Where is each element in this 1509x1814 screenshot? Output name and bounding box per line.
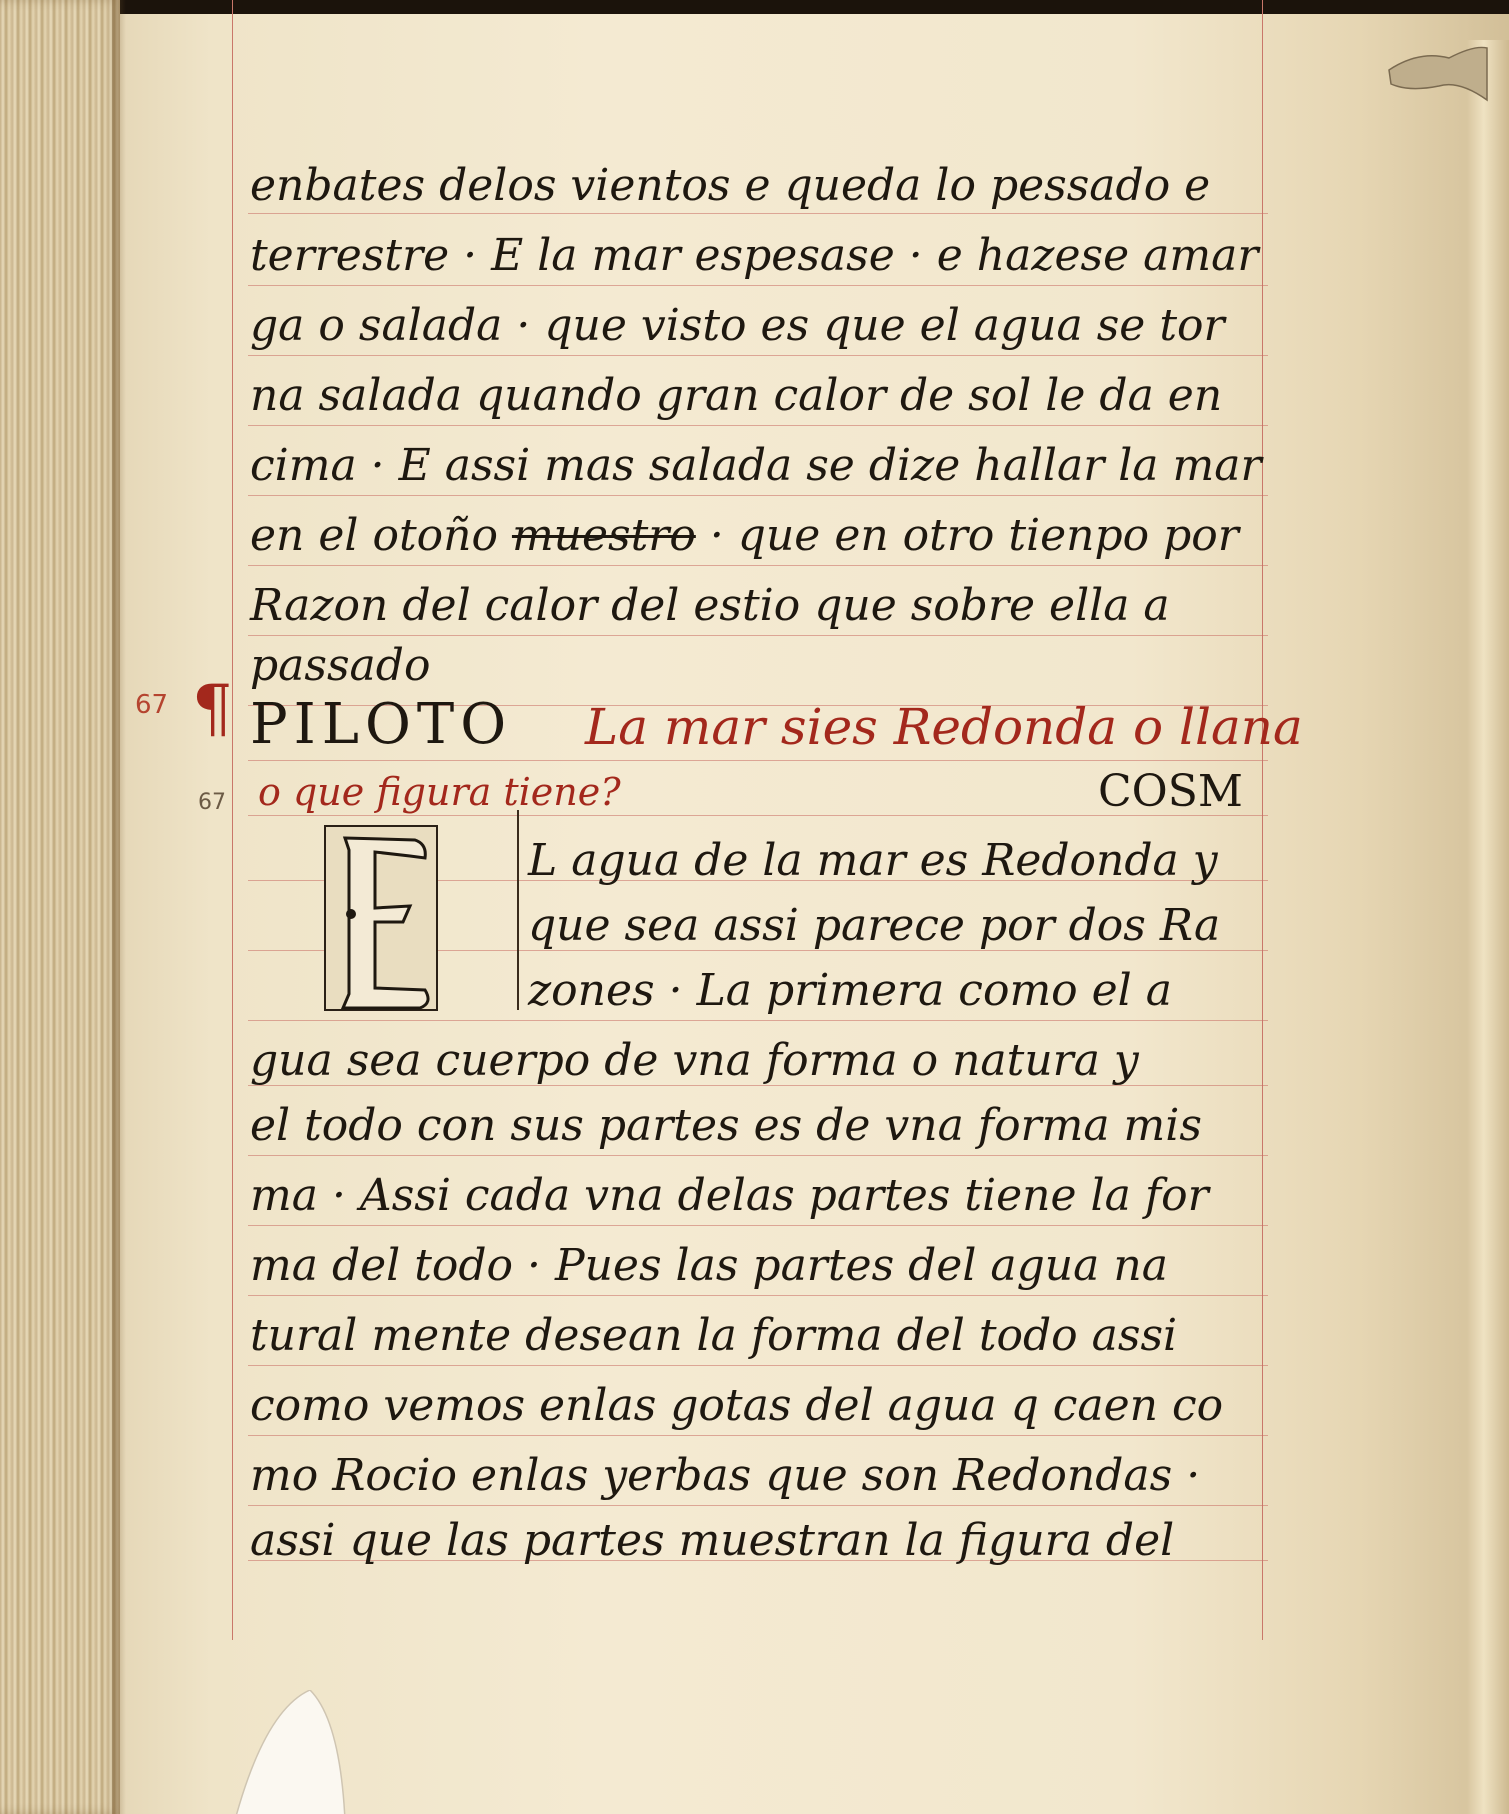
ruled-line	[248, 1435, 1268, 1436]
pilcrow-mark: ¶	[192, 672, 233, 746]
ruled-line	[248, 1155, 1268, 1156]
right-page-edge	[1467, 40, 1509, 1814]
ruled-line	[248, 425, 1268, 426]
text-line: tural mente desean la forma del todo assi	[250, 1310, 1178, 1361]
question-heading-continued: o que figura tiene?	[258, 770, 621, 814]
decorated-initial-e-icon	[315, 818, 445, 1018]
ruled-line	[248, 565, 1268, 566]
text-line: el todo con sus partes es de vna forma mis	[250, 1100, 1202, 1151]
page-top-shadow	[0, 0, 1509, 14]
text-line: Razon del calor del estio que sobre ella a	[250, 580, 1170, 631]
text-line: zones · La primera como el a	[528, 965, 1172, 1016]
ruled-line	[248, 1505, 1268, 1506]
initial-box-rule	[517, 810, 519, 1010]
ruled-line	[248, 760, 1268, 761]
text-line: ma del todo · Pues las partes del agua na	[250, 1240, 1168, 1291]
ruled-line	[248, 355, 1268, 356]
stacked-page-edges	[0, 0, 120, 1814]
binding-gutter	[112, 0, 126, 1814]
text-line: que sea assi parece por dos Ra	[528, 900, 1221, 951]
ruled-line	[248, 1020, 1268, 1021]
ruled-line	[248, 285, 1268, 286]
margin-number: 67	[135, 690, 169, 720]
text-line: ga o salada · que visto es que el agua se tor	[250, 300, 1225, 351]
right-margin-rule	[1262, 0, 1263, 1640]
text-line: cima · E assi mas salada se dize hallar la mar	[250, 440, 1262, 491]
text-line: na salada quando gran calor de sol le da en	[250, 370, 1223, 421]
text-line: gua sea cuerpo de vna forma o natura y	[250, 1035, 1139, 1086]
ruled-line	[248, 1365, 1268, 1366]
question-heading: La mar sies Redonda o llana	[585, 698, 1303, 756]
text-line: passado	[250, 640, 431, 691]
text-line: terrestre · E la mar espesase · e hazese amar	[250, 230, 1259, 281]
text-line: enbates delos vientos e queda lo pessado e	[250, 160, 1211, 211]
struck-word: muestro	[511, 510, 696, 561]
ruled-line	[248, 635, 1268, 636]
ruled-line	[248, 213, 1268, 214]
torn-corner	[1379, 40, 1489, 110]
text-line: como vemos enlas gotas del agua q caen co	[250, 1380, 1224, 1431]
ruled-line	[248, 1295, 1268, 1296]
left-margin-rule	[232, 0, 233, 1640]
ruled-line	[248, 1225, 1268, 1226]
margin-number: 67	[198, 790, 226, 815]
text-line: ma · Assi cada vna delas partes tiene la for	[250, 1170, 1209, 1221]
ruled-line	[248, 495, 1268, 496]
text-line: assi que las partes muestran la figura del	[250, 1515, 1175, 1566]
paper-bookmark-tab	[225, 1690, 365, 1814]
speaker-heading: PILOTO	[250, 692, 513, 757]
text-line: L agua de la mar es Redonda y	[528, 835, 1218, 886]
answer-speaker: COSM	[1098, 766, 1243, 817]
text-line: en el otoño muestro · que en otro tienpo por	[250, 510, 1239, 561]
text-line: mo Rocio enlas yerbas que son Redondas ·	[250, 1450, 1201, 1501]
